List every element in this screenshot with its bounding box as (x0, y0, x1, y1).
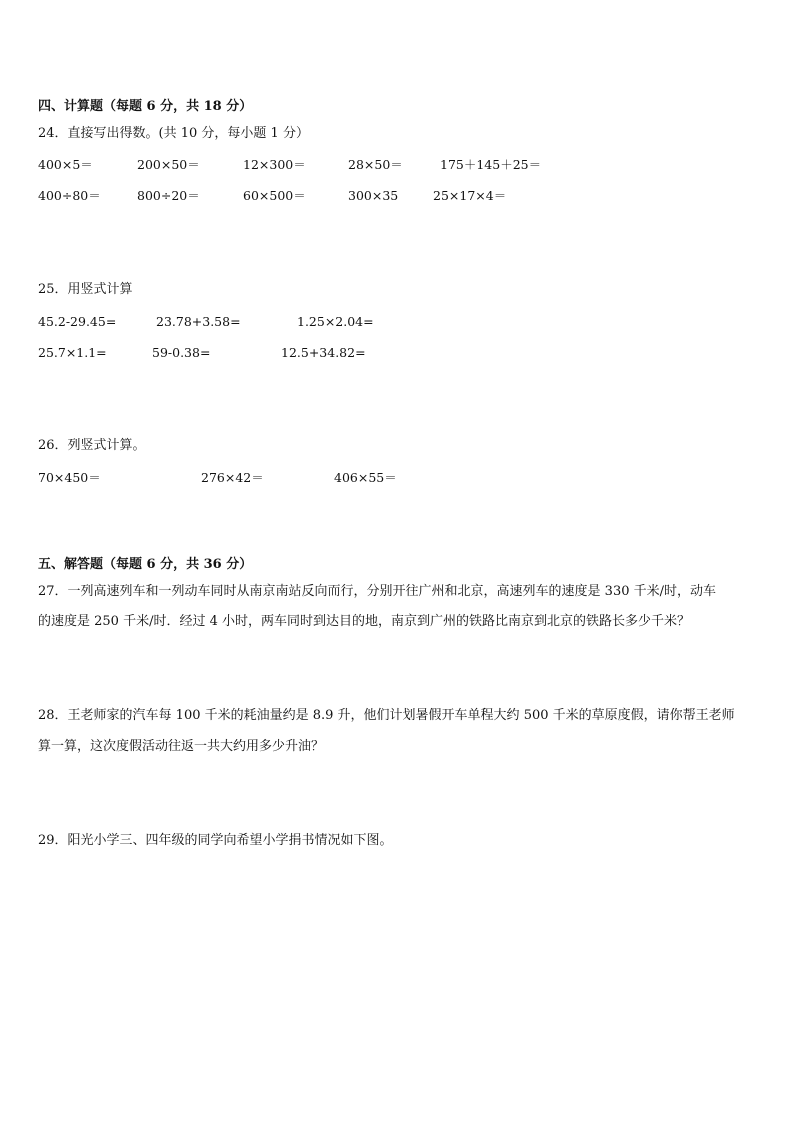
q24-r1-c4: 28×50＝ (348, 157, 403, 172)
q24-r1-c5: 175＋145＋25＝ (440, 157, 542, 172)
q25-r1-c2: 23.78+3.58= (156, 314, 241, 329)
q25-r2-c3: 12.5+34.82= (281, 345, 366, 360)
q24-prompt: 24．直接写出得数。(共 10 分，每小题 1 分） (38, 126, 309, 141)
q26-r1-c1: 70×450＝ (38, 470, 101, 485)
q26-prompt: 26．列竖式计算。 (38, 438, 146, 453)
section-5-title: 五、解答题（每题 6 分，共 36 分） (38, 557, 253, 572)
q24-r2-c2: 800÷20＝ (137, 188, 200, 203)
q24-r2-c3: 60×500＝ (243, 188, 306, 203)
q25-r2-c2: 59-0.38= (152, 345, 211, 360)
q29-prompt: 29．阳光小学三、四年级的同学向希望小学捐书情况如下图。 (38, 833, 393, 848)
q25-r2-c1: 25.7×1.1= (38, 345, 107, 360)
q25-prompt: 25．用竖式计算 (38, 282, 133, 297)
q24-r2-c5: 25×17×4＝ (433, 188, 507, 203)
q24-r1-c2: 200×50＝ (137, 157, 200, 172)
q25-r1-c3: 1.25×2.04= (297, 314, 374, 329)
q28-line1: 28．王老师家的汽车每 100 千米的耗油量约是 8.9 升，他们计划暑假开车单程大约 500 千米的草原度假，请你帮王老师 (38, 708, 735, 723)
q24-r1-c3: 12×300＝ (243, 157, 306, 172)
q26-r1-c2: 276×42＝ (201, 470, 264, 485)
q24-r2-c4: 300×35 (348, 188, 399, 203)
q27-line2: 的速度是 250 千米/时．经过 4 小时，两车同时到达目的地，南京到广州的铁路比南京到北京的铁路长多少千米？ (38, 614, 690, 629)
q24-r1-c1: 400×5＝ (38, 157, 93, 172)
q26-r1-c3: 406×55＝ (334, 470, 397, 485)
q28-line2: 算一算，这次度假活动往返一共大约用多少升油？ (38, 739, 325, 754)
q25-r1-c1: 45.2-29.45= (38, 314, 117, 329)
q27-line1: 27．一列高速列车和一列动车同时从南京南站反向而行，分别开往广州和北京，高速列车的速度是 330 千米/时，动车 (38, 584, 717, 599)
section-4-title: 四、计算题（每题 6 分，共 18 分） (38, 99, 253, 114)
q24-r2-c1: 400÷80＝ (38, 188, 101, 203)
